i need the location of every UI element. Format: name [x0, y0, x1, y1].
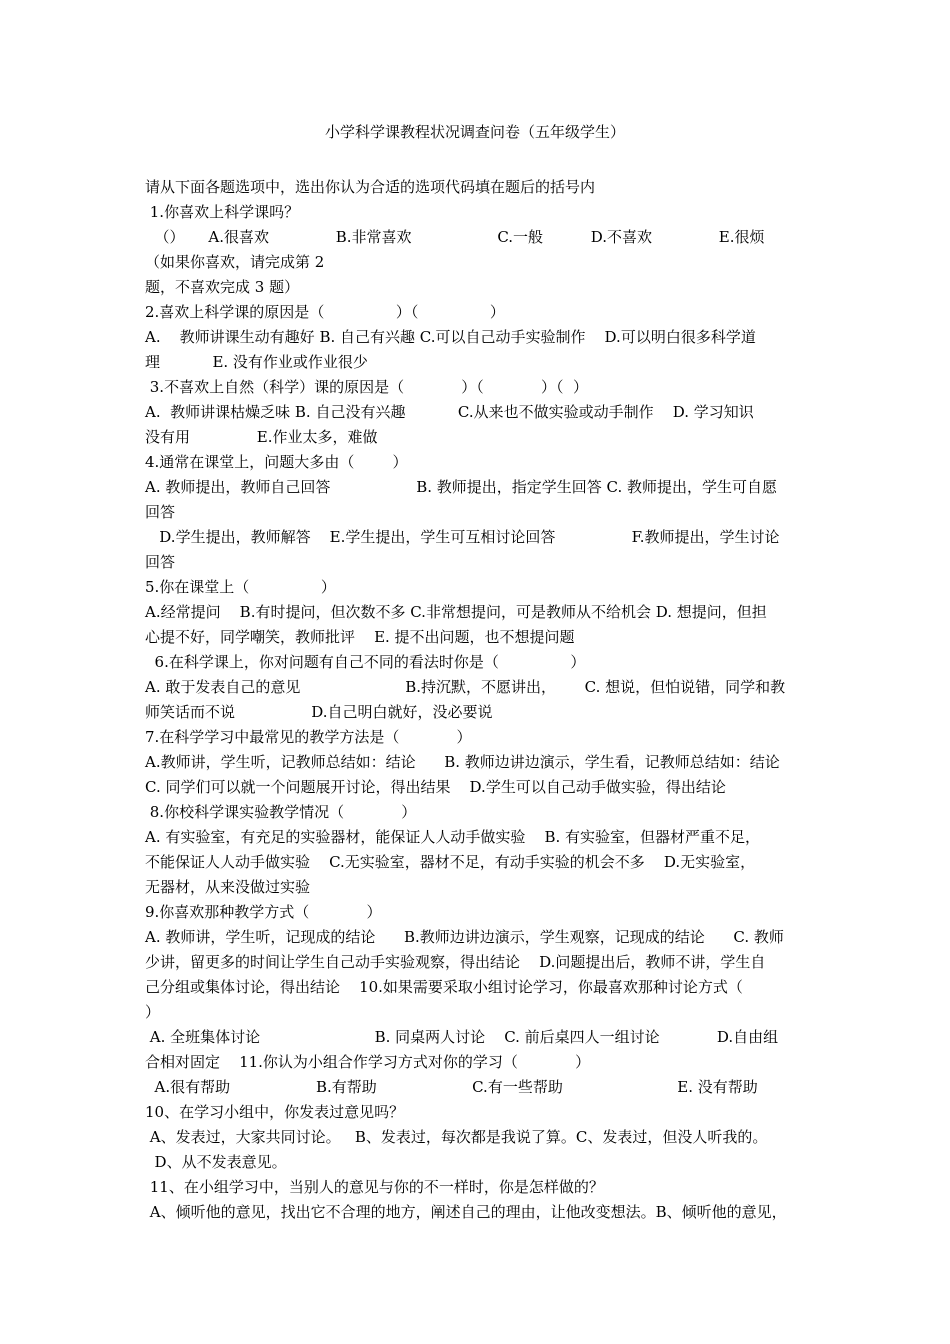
question-10-paren: ）	[145, 1003, 161, 1021]
question-1-note: （如果你喜欢，请完成第 2	[145, 253, 325, 271]
question-2-options-cont: 理 E. 没有作业或作业很少	[145, 353, 368, 371]
question-6-options: A. 敢于发表自己的意见 B.持沉默，不愿讲出， C. 想说，但怕说错，同学和教	[145, 678, 786, 696]
question-5-text: 5.你在课堂上（ ）	[145, 578, 336, 596]
group-question-10-text: 10、在学习小组中，你发表过意见吗？	[145, 1103, 405, 1121]
question-1-text: 1.你喜欢上科学课吗？	[145, 203, 300, 221]
question-7-options-cont: C. 同学们可以就一个问题展开讨论，得出结果 D.学生可以自己动手做实验，得出结论	[145, 778, 726, 796]
question-9-options: A. 教师讲，学生听，记现成的结论 B.教师边讲边演示，学生观察，记现成的结论 C. 教师	[145, 928, 784, 946]
question-8-text: 8.你校科学课实验教学情况（ ）	[145, 803, 417, 821]
question-4-options-cont: 回答	[145, 503, 176, 521]
question-6-text: 6.在科学课上，你对问题有自己不同的看法时你是（ ）	[145, 653, 586, 671]
group-question-11-options: A、倾听他的意见，找出它不合理的地方，阐述自己的理由，让他改变想法。B、倾听他的意见，	[145, 1203, 787, 1221]
question-7-options: A.教师讲，学生听，记教师总结如：结论 B. 教师边讲边演示，学生看，记教师总结如：结论	[145, 753, 780, 771]
question-10-options: A. 全班集体讨论 B. 同桌两人讨论 C. 前后桌四人一组讨论 D.自由组	[145, 1028, 779, 1046]
question-2-text: 2.喜欢上科学课的原因是（ ）（ ）	[145, 303, 505, 321]
question-10-text: 己分组或集体讨论，得出结论 10.如果需要采取小组讨论学习，你最喜欢那种讨论方式（	[145, 978, 743, 996]
question-4-options-end: 回答	[145, 553, 176, 571]
question-5-options: A.经常提问 B.有时提问，但次数不多 C.非常想提问，可是教师从不给机会 D. 想提问，但担	[145, 603, 767, 621]
question-2-options: A. 教师讲课生动有趣好 B. 自己有兴趣 C.可以自己动手实验制作 D.可以明白很多科学道	[145, 328, 756, 346]
question-8-options-end: 无器材，从来没做过实验	[145, 878, 311, 896]
question-7-text: 7.在科学学习中最常见的教学方法是（ ）	[145, 728, 472, 746]
question-1-note-cont: 题，不喜欢完成 3 题）	[145, 278, 300, 296]
question-8-options-cont: 不能保证人人动手做实验 C.无实验室，器材不足，有动手实验的机会不多 D.无实验室，	[145, 853, 756, 871]
question-9-options-cont: 少讲，留更多的时间让学生自己动手实验观察，得出结论 D.问题提出后，教师不讲，学生自	[145, 953, 766, 971]
page-title: 小学科学课教程状况调查问卷（五年级学生）	[324, 123, 625, 141]
question-1-options: （） A.很喜欢 B.非常喜欢 C.一般 D.不喜欢 E.很烦	[145, 228, 765, 246]
question-6-options-cont: 师笑话而不说 D.自己明白就好，没必要说	[145, 703, 493, 721]
question-11-text: 合相对固定 11.你认为小组合作学习方式对你的学习（ ）	[145, 1053, 591, 1071]
question-4-text: 4.通常在课堂上，问题大多由（ ）	[145, 453, 408, 471]
question-8-options: A. 有实验室，有充足的实验器材，能保证人人动手做实验 B. 有实验室，但器材严重不足，	[145, 828, 761, 846]
question-11-options: A.很有帮助 B.有帮助 C.有一些帮助 E. 没有帮助	[145, 1078, 758, 1096]
question-3-options-cont: 没有用 E.作业太多，难做	[145, 428, 378, 446]
question-9-text: 9.你喜欢那种教学方式（ ）	[145, 903, 382, 921]
question-5-options-cont: 心提不好，同学嘲笑，教师批评 E. 提不出问题，也不想提问题	[145, 628, 575, 646]
group-question-11-text: 11、在小组学习中，当别人的意见与你的不一样时，你是怎样做的？	[145, 1178, 604, 1196]
question-3-text: 3.不喜欢上自然（科学）课的原因是（ ）（ ）（ ）	[145, 378, 589, 396]
question-4-options: A. 教师提出，教师自己回答 B. 教师提出，指定学生回答 C. 教师提出，学生可自愿	[145, 478, 778, 496]
group-question-10-options: A、发表过，大家共同讨论。 B、发表过，每次都是我说了算。C、发表过，但没人听我的。	[145, 1128, 768, 1146]
group-question-10-options-cont: D、从不发表意见。	[145, 1153, 287, 1171]
instruction-line: 请从下面各题选项中，选出你认为合适的选项代码填在题后的括号内	[145, 178, 596, 196]
question-3-options: A. 教师讲课枯燥乏味 B. 自己没有兴趣 C.从来也不做实验或动手制作 D. 学习知识	[145, 403, 754, 421]
question-4-options-more: D.学生提出，教师解答 E.学生提出，学生可互相讨论回答 F.教师提出，学生讨论	[145, 528, 780, 546]
